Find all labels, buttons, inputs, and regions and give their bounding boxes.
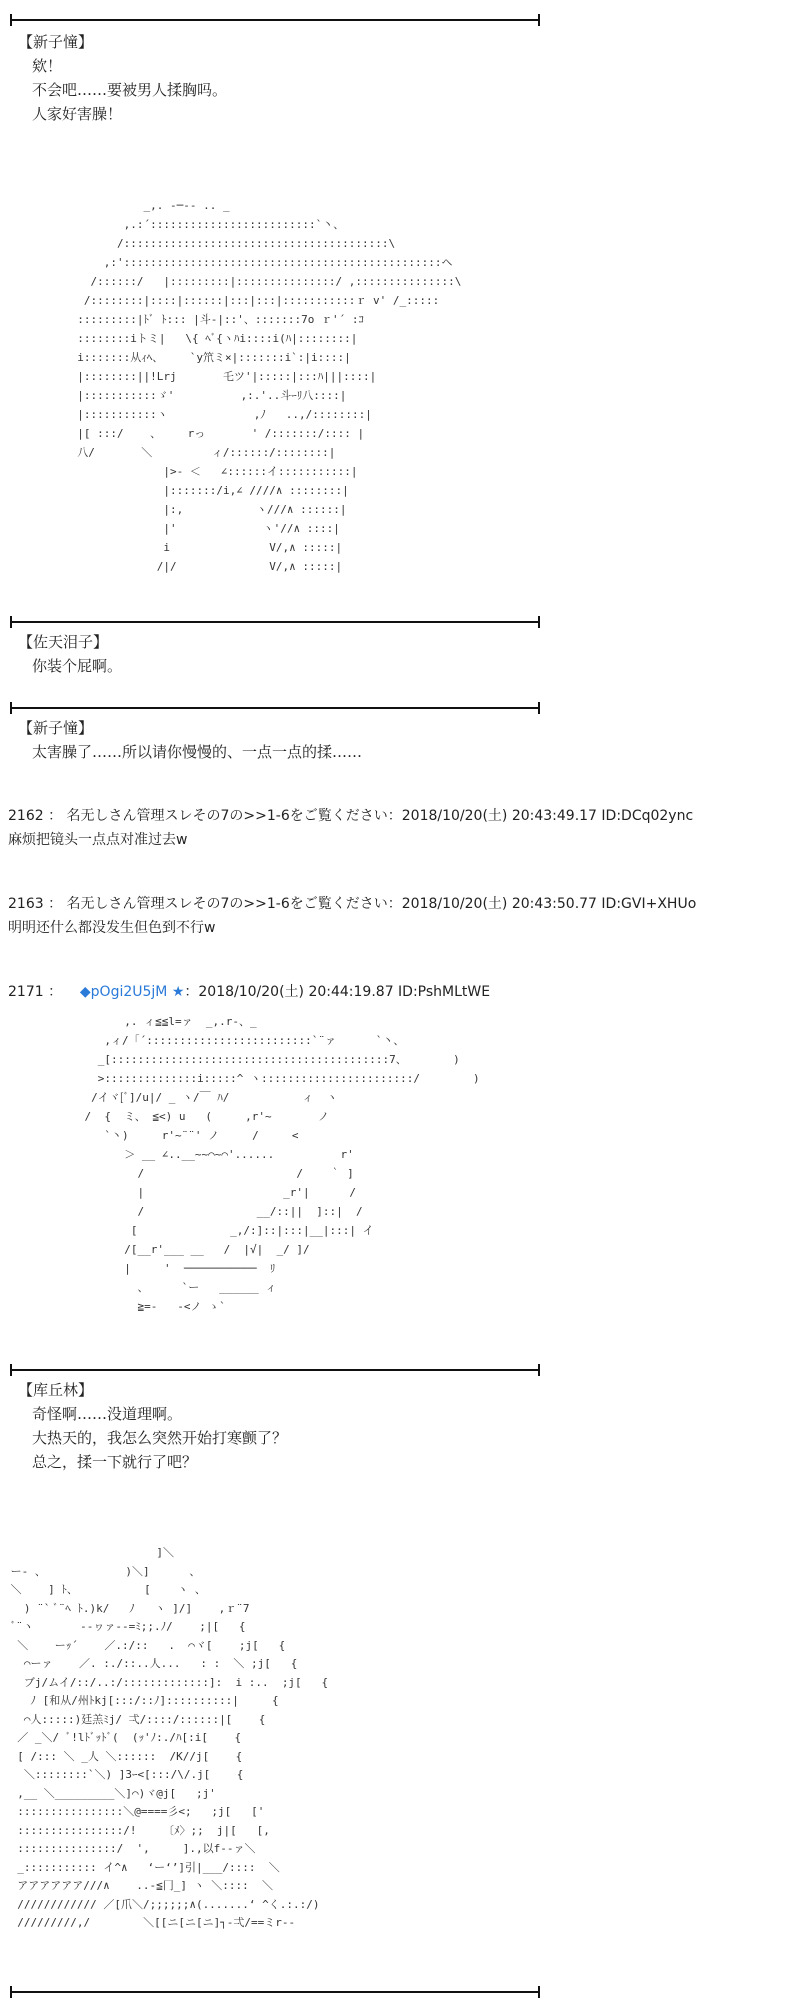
speaker-name: 【佐天泪子】 bbox=[18, 633, 109, 651]
post-header: 2162 ： 名无しさん管理スレその7の>>1-6をご覧ください：2018/10/20(土) 20:43:49.17 ID:DCq02ync bbox=[8, 808, 694, 824]
divider bbox=[10, 1364, 540, 1376]
post-header: 2163 ： 名无しさん管理スレその7の>>1-6をご覧ください：2018/10/20(土) 20:43:50.77 ID:GVI+XHUo bbox=[8, 896, 697, 912]
dialogue-block bbox=[18, 1378, 287, 1474]
ascii-art-man: ]＼ ー- 、 )＼] 、 ＼ ] ﾄ、 [ ヽ 、 ) ¨` ﾞ¨ﾍ ﾄ.)k/ ﾉ ヽ ]/] ,ｒ¨7 ﾞ¨ヽ --ヮァ--=ﾐ;;.ﾉ/ ;|[ { ＼ ーｯ´ ／.:/:: . ⌒ヾ[ ;j[ { ⌒ーァ ／. :./::..人... : : ＼ ;j[ { ブj/ムイ/::/..:/:::::::::::::]: i :.. ;j[ { ﾉ [和从/州ﾄkj[:::/::ﾉ]::::::::::| { ⌒人:::::)廷羔ﾐj/ 弌/::::/::::::|[ { ／ _＼/ ﾞ!lﾄﾞｯﾄﾞ( (ｯ'ﾉ:./ﾊ[:i[ { [ /::: ＼ _人 ＼:::::: /K//j[ { ＼::::::::`＼) ]3ｰ<[:::/\/.j[ { ,__ ＼_________＼]⌒)ヾ@j[ ;j' ::::::::::::::::＼@====彡<; ;j[ [' ::::::::::::::::/! 〔ﾒ〉;; j|[ [, :::::::::::::::/ ', ].,以f‐‐ァ＼ _::::::::::: イ^∧ ‘ー‘’]引|___/:::: ＼ アアアアアア///∧ ..-≦冂_] ヽ ＼:::: ＼ //////////// ／[爪＼/;;;;;;∧(.......‘ ^く.:.:/) /////////,/ ＼[[ニ[ニ[ニ]┐-弌/==ミr-- bbox=[10, 1546, 329, 1929]
dialogue-line: 太害臊了……所以请你慢慢的、一点一点的揉…… bbox=[32, 743, 363, 761]
speaker-name: 【新子憧】 bbox=[18, 33, 94, 51]
divider bbox=[10, 616, 540, 628]
post-number: 2171 ： bbox=[8, 984, 63, 1000]
post-meta: ：2018/10/20(土) 20:44:19.87 ID:PshMLtWE bbox=[184, 984, 491, 1000]
dialogue-line: 你装个屁啊。 bbox=[32, 657, 123, 675]
dialogue-block bbox=[18, 630, 122, 678]
ascii-art-girl: _,. -─-- .. _ ,.:´:::::::::::::::::::::::::`丶、 /::::::::::::::::::::::::::::::::::::::::\ ,:'::::::::::::::::::::::::::::::::::::::::::::::::ヘ /::::::/ |:::::::::|:::::::::::::::/ ,:::::::::::::::\ /::::::::|::::|::::::|:::|:::|:::::::::::ｒ v' /_::::: :::::::::|ﾄﾞ ﾄ::: |斗-|::'、:::::::7o ｒ'´ :ｺ ::::::::iトミ| \{ ﾍﾞ{ヽﾊi::::i(ﾊ|::::::::| i:::::::从ｨﾍ、 `y笊ミ×|:::::::i`:|i::::| |::::::::||!Lrj 乇ツ'|:::::|:::ﾊ|||::::| |:::::::::::ゞ' ,:.'..斗ｰﾘ八::::| |:::::::::::ヽ ,ﾉ ..,/::::::::| |[ :::/ 、 rっ ' /:::::::/:::: | 八/ ＼ ィ/::::::/::::::::| |>- ＜ ∠::::::イ:::::::::::| |:::::::/i,∠ ////∧ ::::::::| |:, ヽ///∧ ::::::| |' ヽ'//∧ ::::| i V/,∧ :::::| /|/ V/,∧ :::::| bbox=[77, 199, 462, 573]
dialogue-line: 欸！ bbox=[32, 57, 63, 75]
post-header bbox=[8, 982, 490, 1002]
author-trip-link[interactable]: ◆pOgi2U5jM ★ bbox=[79, 984, 185, 1000]
post-body: 麻烦把镜头一点点对准过去w bbox=[8, 832, 188, 848]
dialogue-line: 总之，揉一下就行了吧？ bbox=[32, 1453, 198, 1471]
dialogue-line: 大热天的，我怎么突然开始打寒颤了？ bbox=[32, 1429, 288, 1447]
dialogue-line: 人家好害臊！ bbox=[32, 105, 123, 123]
divider bbox=[10, 1986, 540, 1998]
divider bbox=[10, 14, 540, 26]
dialogue-block bbox=[18, 30, 227, 126]
ascii-art-boy: ,. ィ≦≦l=ァ _,.r‐、_ ,ィ/「´:::::::::::::::::::::::::`¨ァ `丶、 _[::::::::::::::::::::::::::::::::::::::::::7、 ) >::::::::::::::i:::::^ ヽ:::::::::::::::::::::::/ ) /イヾ[ﾞ]/u|/ _ ヽ/￣ ﾊ/ ィ ヽ / { ミ、 ≦<) u ( ,r'~ ノ `丶) r'~¨¨' ノ / < ＞ __ ∠..__~~⌒~⌒'...... r' / / ｀ ] | _r'| / / __/::|| ]::| / [ _,/:]::|:::|__|:::| イ /[__r'___ __ / |√| _/ ]/ | ' ─────────── ﾘ 、 `ー ______ ィ ≧=- -<ノ ゝ` bbox=[84, 1015, 480, 1313]
dialogue-block bbox=[18, 716, 362, 764]
dialogue-line: 奇怪啊……没道理啊。 bbox=[32, 1405, 183, 1423]
divider bbox=[10, 702, 540, 714]
post-body: 明明还什么都没发生但色到不行w bbox=[8, 920, 216, 936]
dialogue-line: 不会吧……要被男人揉胸吗。 bbox=[32, 81, 228, 99]
speaker-name: 【新子憧】 bbox=[18, 719, 94, 737]
speaker-name: 【库丘林】 bbox=[18, 1381, 94, 1399]
